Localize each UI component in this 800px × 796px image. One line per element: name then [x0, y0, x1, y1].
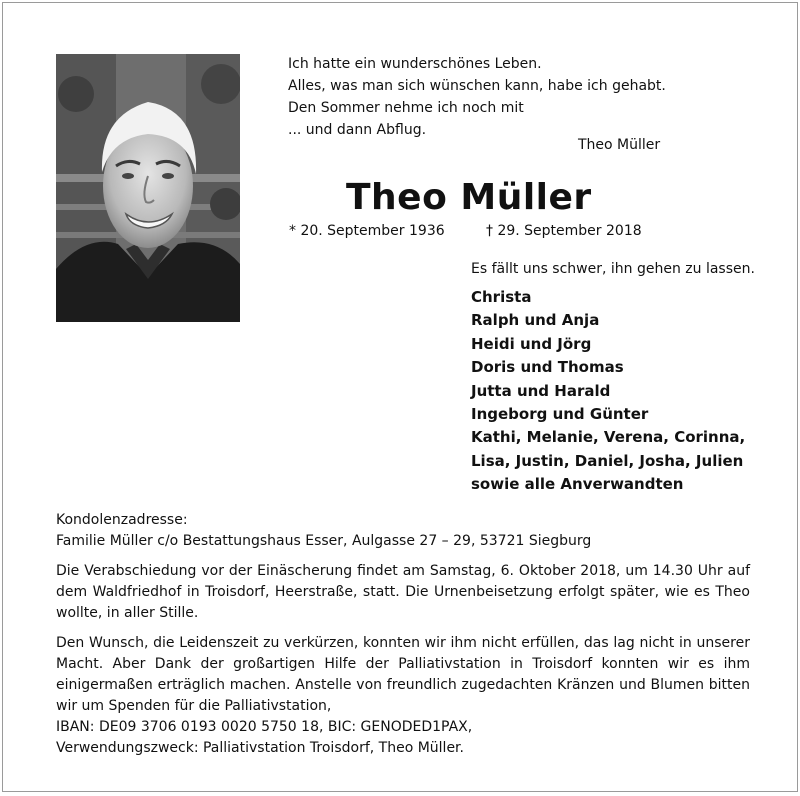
mourner-entry: Doris und Thomas [471, 358, 624, 377]
mourner-entry: Ingeborg und Günter [471, 405, 649, 424]
mourning-intro: Es fällt uns schwer, ihn gehen zu lassen. [471, 261, 755, 277]
paragraph-gap [56, 624, 750, 633]
epitaph-quote [288, 53, 708, 141]
birth-date: * 20. September 1936 [289, 223, 445, 239]
quote-line: ... und dann Abflug. [288, 122, 427, 138]
quote-line: Den Sommer nehme ich noch mit [288, 100, 524, 116]
deceased-name: Theo Müller [346, 177, 592, 218]
mourners-list [471, 286, 745, 497]
obituary-notice [2, 2, 798, 792]
donation-purpose: Verwendungszweck: Palliativstation Troisdorf, Theo Müller. [56, 740, 464, 756]
mourner-entry: sowie alle Anverwandten [471, 475, 684, 494]
quote-author: Theo Müller [578, 137, 661, 153]
mourner-entry: Ralph und Anja [471, 311, 600, 330]
mourner-entry: Christa [471, 288, 532, 306]
mourner-entry: Heidi und Jörg [471, 334, 592, 353]
paragraph-gap [56, 552, 750, 561]
portrait-photo [56, 54, 240, 322]
quote-line: Alles, was man sich wünschen kann, habe ich gehabt. [288, 78, 666, 94]
mourner-entry: Lisa, Justin, Daniel, Josha, Julien [471, 451, 744, 470]
bank-details: IBAN: DE09 3706 0193 0020 5750 18, BIC: GENODED1PAX, [56, 719, 473, 735]
condolence-address: Familie Müller c/o Bestattungshaus Esser, Aulgasse 27 – 29, 53721 Siegburg [56, 533, 592, 549]
quote-line: Ich hatte ein wunderschönes Leben. [288, 56, 542, 72]
death-date: † 29. September 2018 [486, 223, 642, 239]
condolence-label: Kondolenzadresse: [56, 512, 188, 528]
mourner-entry: Jutta und Harald [471, 381, 611, 400]
donation-paragraph: Den Wunsch, die Leidenszeit zu verkürzen, konnten wir ihm nicht erfüllen, das lag nicht in unserer Macht. Aber Dank der großartigen Hilfe der Palliativstation in Troisdorf konnten wir es ihm einigermaßen erträglich machen. Anstelle von freundlich zugedachten Kränzen und Blumen bitten wir um Spenden für die Palliativstation, [56, 635, 750, 714]
mourner-entry: Kathi, Melanie, Verena, Corinna, [471, 428, 746, 447]
portrait-image [56, 54, 240, 322]
notice-text [56, 510, 750, 759]
farewell-paragraph: Die Verabschiedung vor der Einäscherung findet am Samstag, 6. Oktober 2018, um 14.30 Uhr auf dem Waldfriedhof in Troisdorf, Heerstraße, statt. Die Urnenbeisetzung erfolgt später, wie es Theo wollte, in aller Stille. [56, 563, 750, 621]
